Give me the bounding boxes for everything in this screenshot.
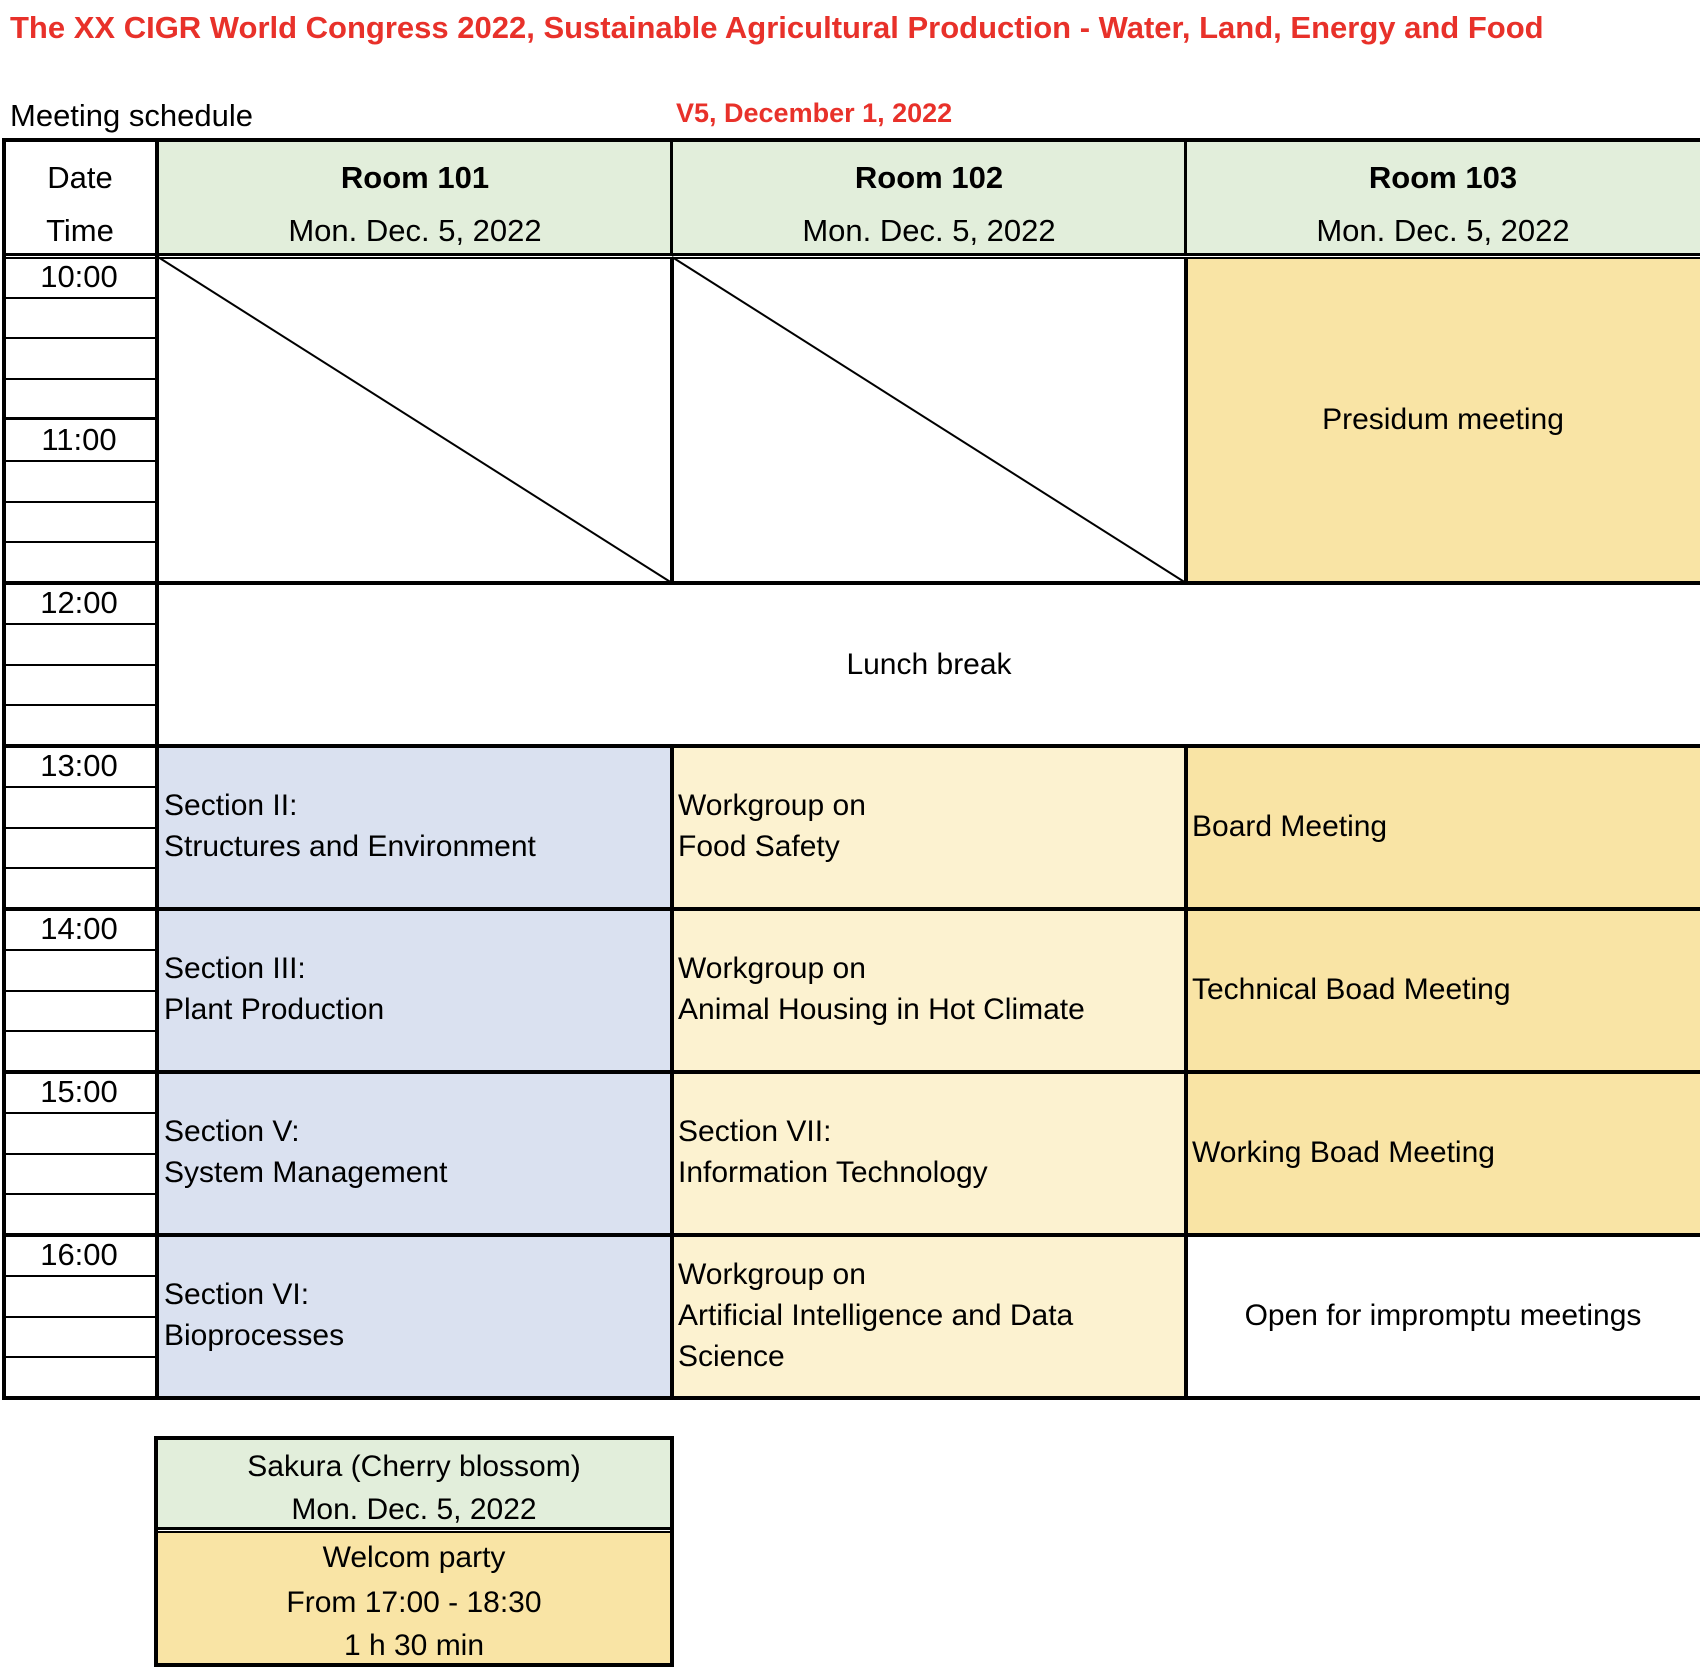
sakura-event: Welcom party [322,1541,506,1574]
r101-13-line2: Structures and Environment [164,830,536,863]
r101-14-line1: Section III: [164,952,306,985]
sakura-duration: 1 h 30 min [343,1629,485,1662]
room-102-name: Room 102 [854,160,1004,195]
presidium-meeting-label: Presidum meeting [1322,403,1564,436]
tick [2,297,157,299]
tick [2,990,157,992]
tick [2,827,157,829]
r101-unavailable-diagonal [158,257,672,583]
tick [2,541,157,543]
r102-13-line1: Workgroup on [678,789,866,822]
room-103-name: Room 103 [1368,160,1518,195]
tick [2,867,157,869]
tick [2,337,157,339]
tick [2,1316,157,1318]
tick [2,1275,157,1277]
r102-14-line2: Animal Housing in Hot Climate [678,993,1085,1026]
r103-15-label: Working Boad Meeting [1192,1136,1495,1169]
sakura-venue: Sakura (Cherry blossom) [247,1450,581,1483]
time-label: 13:00 [40,748,118,783]
tick [2,460,157,462]
r101-16-line2: Bioprocesses [164,1319,345,1352]
tick [2,378,157,380]
r101-15-line2: System Management [164,1156,448,1189]
time-label: 10:00 [40,259,118,294]
time-label: 14:00 [40,911,118,946]
col-line-101-102-morning [670,257,674,583]
tick [2,1356,157,1358]
r101-15-line1: Section V: [164,1115,300,1148]
header-separator-2 [2,257,1700,259]
tick [2,501,157,503]
row-line-13 [2,744,1700,748]
tick [2,1112,157,1114]
r102-15-line2: Information Technology [678,1156,988,1189]
row-line-16 [2,1233,1700,1237]
row-line-12 [2,581,1700,585]
col-line-date [155,138,159,1400]
r102-14-line1: Workgroup on [678,952,866,985]
sakura-border-mid-2 [154,1531,674,1533]
tick [2,1153,157,1155]
sakura-border-top [154,1436,674,1440]
time-column-label: Time [46,213,114,248]
room-103-date: Mon. Dec. 5, 2022 [1316,213,1570,248]
tick [2,1193,157,1195]
row-line-15 [2,1070,1700,1074]
tick [2,949,157,951]
table-border-top [2,138,1700,142]
header-separator [2,253,1700,256]
time-label: 12:00 [40,585,118,620]
version-label: V5, December 1, 2022 [676,98,953,128]
date-column-label: Date [47,160,113,195]
room-102-date: Mon. Dec. 5, 2022 [802,213,1056,248]
schedule-subtitle: Meeting schedule [10,98,253,133]
r103-14-label: Technical Boad Meeting [1192,973,1511,1006]
r101-16-line1: Section VI: [164,1278,310,1311]
tick [2,786,157,788]
sakura-date: Mon. Dec. 5, 2022 [291,1493,537,1526]
r102-unavailable-diagonal [672,257,1186,583]
time-line-11 [2,417,157,420]
r103-13-label: Board Meeting [1192,810,1388,843]
room-101-date: Mon. Dec. 5, 2022 [288,213,542,248]
r102-16-line2: Artificial Intelligence and Data [678,1299,1074,1332]
page-title: The XX CIGR World Congress 2022, Sustainable Agricultural Production - Water, Land, Energy and Food [10,10,1544,45]
time-label: 15:00 [40,1074,118,1109]
tick [2,1030,157,1032]
table-border-bottom [2,1396,1700,1400]
row-line-14 [2,907,1700,911]
time-label: 16:00 [40,1237,118,1272]
sakura-time: From 17:00 - 18:30 [286,1586,542,1619]
r102-15-line1: Section VII: [678,1115,832,1148]
time-label: 11:00 [41,422,117,457]
lunch-break-label: Lunch break [846,648,1012,681]
tick [2,664,157,666]
tick [2,704,157,706]
r102-16-line3: Science [678,1340,785,1373]
r103-16-label: Open for impromptu meetings [1244,1299,1642,1332]
r102-16-line1: Workgroup on [678,1258,866,1291]
r101-14-line2: Plant Production [164,993,385,1026]
tick [2,623,157,625]
room-101-name: Room 101 [340,160,490,195]
r102-13-line2: Food Safety [678,830,840,863]
r101-13-line1: Section II: [164,789,298,822]
